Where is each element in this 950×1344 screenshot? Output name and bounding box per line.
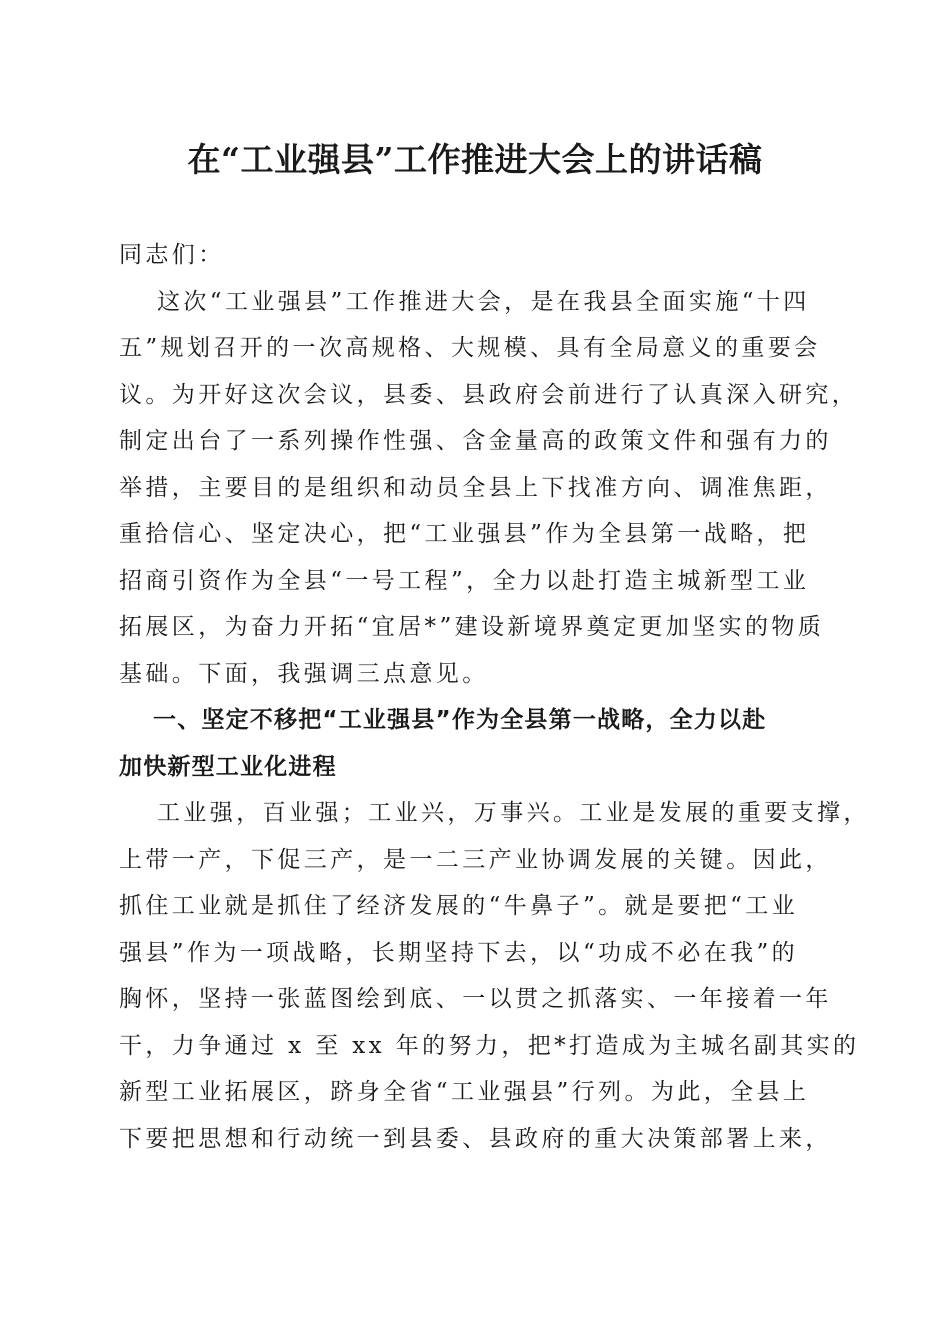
paragraph2-line: 胸怀，坚持一张蓝图绘到底、一以贯之抓落实、一年接着一年 [119, 986, 832, 1012]
paragraph2-line: 强县”作为一项战略，长期坚持下去，以“功成不必在我”的 [119, 939, 799, 966]
paragraph2-line: 工业强，百业强；工业兴，万事兴。工业是发展的重要支撑， [157, 800, 870, 826]
paragraph1-line: 招商引资作为全县“一号工程”，全力以赴打造主城新型工业 [119, 567, 810, 594]
paragraph1-line: 基础。下面，我强调三点意见。 [119, 660, 489, 687]
paragraph1-line: 举措，主要目的是组织和动员全县上下找准方向、调准焦距， [119, 474, 832, 501]
paragraph1-line: 重拾信心、坚定决心，把“工业强县”作为全县第一战略，把 [119, 521, 810, 547]
document-title: 在“工业强县”工作推进大会上的讲话稿 [187, 140, 763, 179]
paragraph2-line: 下要把思想和行动统一到县委、县政府的重大决策部署上来， [119, 1125, 832, 1152]
salutation: 同志们： [119, 242, 225, 268]
paragraph2-line: 上带一产，下促三产，是一二三产业协调发展的关键。因此， [119, 846, 832, 873]
section-heading-line: 加快新型工业化进程 [119, 753, 337, 780]
paragraph1-line: 五”规划召开的一次高规格、大规模、具有全局意义的重要会 [119, 335, 821, 361]
paragraph1-line: 拓展区，为奋力开拓“宜居*”建设新境界奠定更加坚实的物质 [119, 614, 825, 640]
paragraph2-line: 干，力争通过 x 至 xx 年的努力，把*打造成为主城名副其实的 [119, 1032, 860, 1059]
paragraph1-line: 议。为开好这次会议，县委、县政府会前进行了认真深入研究， [119, 381, 859, 408]
document-body [119, 232, 870, 1162]
paragraph1-line: 制定出台了一系列操作性强、含金量高的政策文件和强有力的 [119, 428, 832, 454]
paragraph2-line: 新型工业拓展区，跻身全省“工业强县”行列。为此，全县上 [119, 1079, 810, 1105]
paragraph1-line: 这次“工业强县”工作推进大会，是在我县全面实施“十四 [157, 288, 810, 315]
paragraph2-line: 抓住工业就是抓住了经济发展的“牛鼻子”。就是要把“工业 [119, 893, 799, 919]
section-heading-line: 一、坚定不移把“工业强县”作为全县第一战略，全力以赴 [153, 707, 767, 733]
